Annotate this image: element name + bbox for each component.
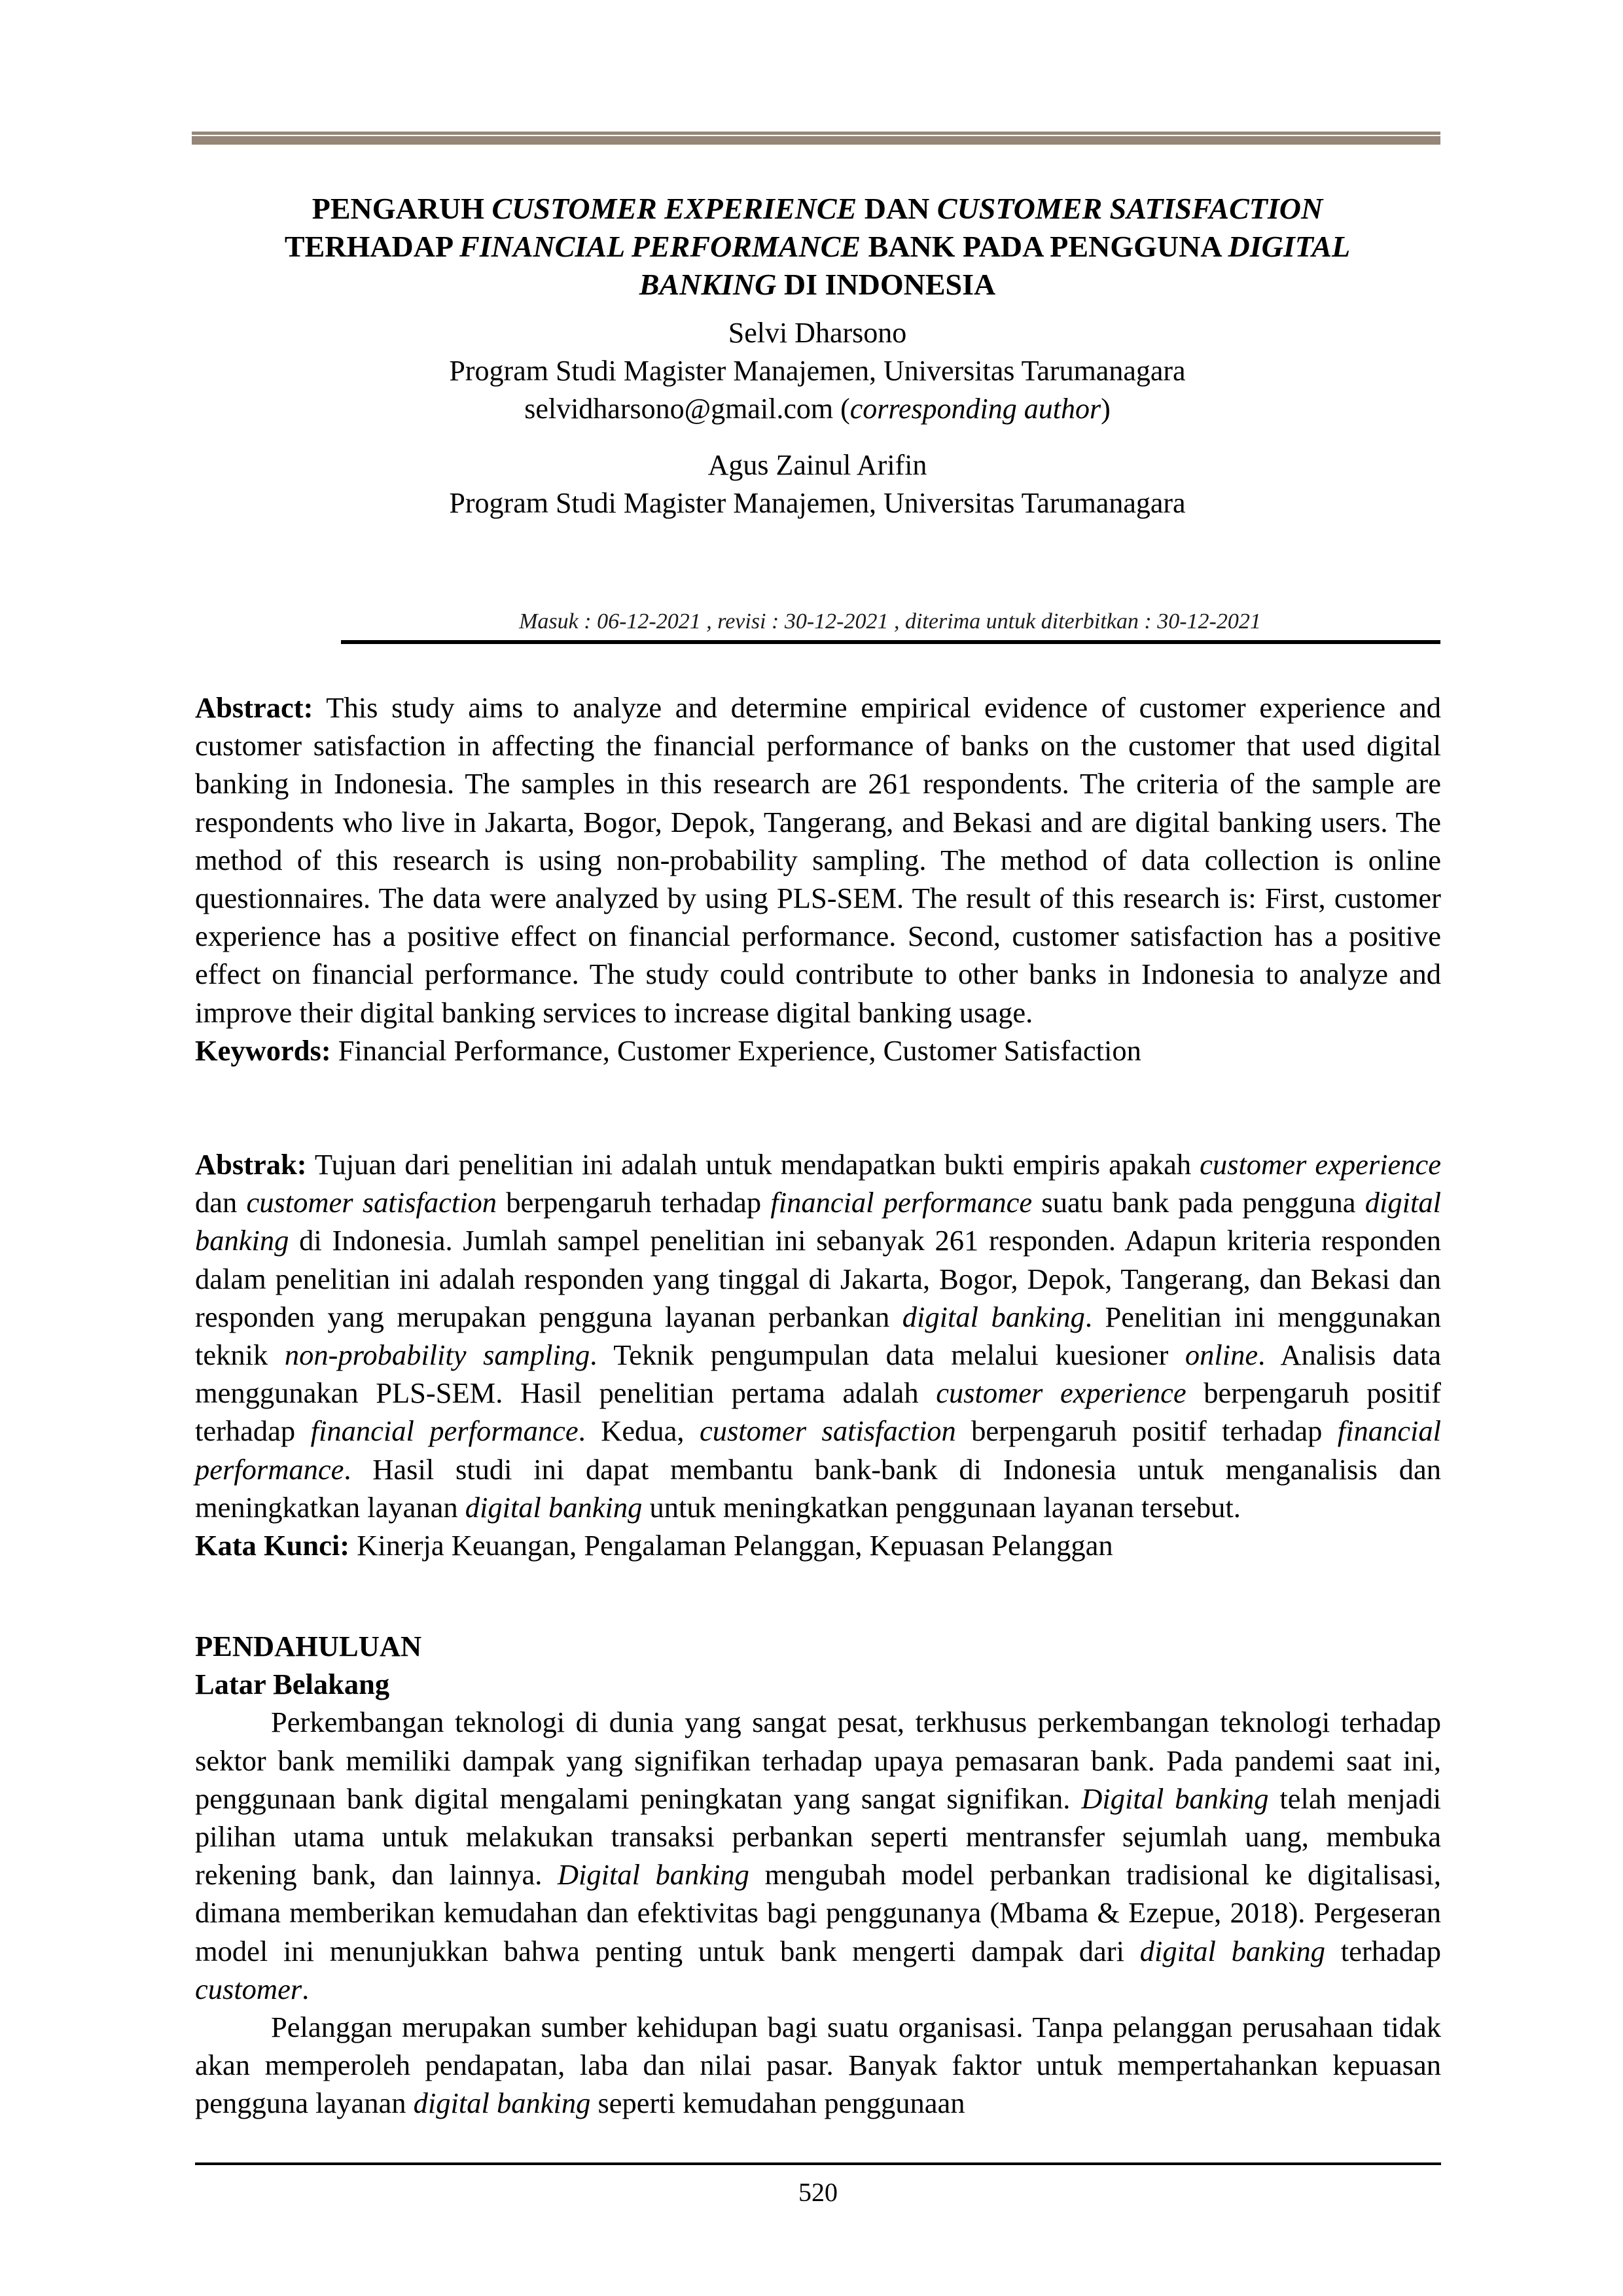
author-note-close: ) [1101,393,1111,425]
author-contact [195,390,1440,428]
text-run: seperti kemudahan penggunaan [590,2087,965,2120]
subsection-heading: Latar Belakang [195,1668,390,1701]
abstrak-text [195,1145,1441,1526]
italic-term: customer experience [1200,1148,1442,1181]
abstract-text [195,689,1441,1031]
text-run: . Penelitian ini menggunakan teknik [195,1300,1441,1372]
italic-term: digital banking [413,2087,591,2120]
italic-term: Digital banking [1081,1782,1269,1815]
text-run: . Kedua, [578,1414,700,1448]
author-note: corresponding author [849,393,1101,425]
text-run: PENGARUH [312,192,492,225]
text-run: BANK PADA PENGGUNA [861,230,1228,263]
text-run: Financial Performance, Customer Experience, Customer Satisfaction [330,1033,1141,1067]
text-run: TERHADAP [284,230,460,263]
text-run: . Analisis data menggunakan PLS-SEM. Hasil penelitian pertama adalah [195,1338,1441,1410]
text-run: berpengaruh terhadap [497,1186,771,1219]
text-run: telah menjadi pilihan utama untuk melakukan transaksi perbankan seperti mentransfer sejumlah uang, membuka rekening bank, dan lainnya. [195,1782,1441,1892]
text-run: . Teknik pengumpulan data melalui kuesioner [590,1338,1185,1372]
italic-term: financial performance [770,1186,1033,1219]
italic-term: non-probability sampling [284,1338,590,1372]
abstract-indonesian [195,1145,1441,1564]
section-heading: PENDAHULUAN [195,1630,422,1662]
italic-term: digital banking [195,1186,1441,1257]
text-run: DAN [857,192,937,225]
text-run: berpengaruh positif terhadap [955,1414,1338,1448]
author-note-open: ( [840,393,850,425]
header-rule-thin [192,132,1440,135]
italic-term: customer satisfaction [699,1414,956,1448]
title-line [195,266,1440,304]
italic-term: CUSTOMER EXPERIENCE [491,192,857,225]
abstract-english [195,689,1441,1069]
text-run: . Hasil studi ini dapat membantu bank-bank di Indonesia untuk menganalisis dan meningkatkan layanan [195,1452,1441,1524]
author-email[interactable]: selvidharsono@gmail.com [524,393,834,425]
author-affiliation: Program Studi Magister Manajemen, Universitas Tarumanagara [449,355,1186,387]
label-bold: Kata Kunci: [195,1529,350,1562]
text-run: dan [195,1186,247,1219]
italic-term: digital banking [902,1300,1085,1333]
author-block-1 [195,314,1440,428]
page-number: 520 [798,2178,838,2207]
italic-term: financial performance [310,1414,579,1448]
italic-term: customer experience [936,1376,1186,1410]
text-run: suatu bank pada pengguna [1032,1186,1365,1219]
italic-term: FINANCIAL PERFORMANCE [459,230,861,263]
dates-rule [341,640,1440,644]
introduction-section [195,1627,1441,2123]
footer-rule [195,2162,1441,2165]
italic-term: customer satisfaction [246,1186,497,1219]
label-bold: Abstract: [195,691,313,724]
text-run: mengubah model perbankan tradisional ke digitalisasi, dimana memberikan kemudahan dan efektivitas bagi penggunanya (Mbama & Ezepue, 2018). Pergeseran model ini menunjukkan bahwa penting untuk bank mengerti dampak dari [195,1858,1441,1967]
italic-term: financial performance [195,1414,1441,1486]
header-rule-thick [192,136,1440,145]
text-run: untuk meningkatkan penggunaan layanan tersebut. [642,1490,1241,1524]
text-run: This study aims to analyze and determine empirical evidence of customer experience and customer satisfaction in affecting the financial performance of banks on the customer that used digital banking in Indonesia. The samples in this research are 261 respondents. The criteria of the sample are respondents who live in Jakarta, Bogor, Depok, Tangerang, and Bekasi and are digital banking users. The method of this research is using non-probability sampling. The method of data collection is online questionnaires. The data were analyzed by using PLS-SEM. The result of this research is: First, customer experience has a positive effect on financial performance. Second, customer satisfaction has a positive effect on financial performance. The study could contribute to other banks in Indonesia to analyze and improve their digital banking services to increase digital banking usage. [195,691,1441,1029]
text-run: Tujuan dari penelitian ini adalah untuk mendapatkan bukti empiris apakah [306,1148,1200,1181]
author-affiliation: Program Studi Magister Manajemen, Universitas Tarumanagara [449,487,1186,519]
author-name: Agus Zainul Arifin [707,449,927,481]
text-run: Perkembangan teknologi di dunia yang sangat pesat, terkhusus perkembangan teknologi terhadap sektor bank memiliki dampak yang signifikan terhadap upaya pemasaran bank. Pada pandemi saat ini, penggunaan bank digital mengalami peningkatan yang sangat signifikan. [195,1706,1441,1815]
label-bold: Abstrak: [195,1148,307,1181]
text-run: Kinerja Keuangan, Pengalaman Pelanggan, Kepuasan Pelanggan [349,1529,1113,1562]
title-line [195,228,1440,266]
label-bold: Keywords: [195,1033,331,1067]
italic-term: Digital banking [557,1858,749,1892]
italic-term: digital banking [465,1490,643,1524]
text-run: DI INDONESIA [776,268,996,301]
text-run: berpengaruh positif terhadap [195,1376,1441,1448]
keywords [195,1031,1441,1069]
italic-term: CUSTOMER SATISFACTION [936,192,1323,225]
kata-kunci [195,1526,1441,1564]
body-paragraph [195,2008,1441,2123]
text-run: . [302,1972,310,2005]
italic-term: online [1185,1338,1258,1372]
text-run: Pelanggan merupakan sumber kehidupan bagi suatu organisasi. Tanpa pelanggan perusahaan tidak akan memperoleh pendapatan, laba dan nilai pasar. Banyak faktor untuk mempertahankan kepuasan pengguna layanan [195,2011,1441,2120]
text-run: di Indonesia. Jumlah sampel penelitian ini sebanyak 261 responden. Adapun kriteria responden dalam penelitian ini adalah responden yang tinggal di Jakarta, Bogor, Depok, Tangerang, dan Bekasi dan responden yang merupakan pengguna layanan perbankan [195,1224,1441,1333]
italic-term: digital banking [1139,1934,1326,1967]
paper-title [195,190,1440,304]
italic-term: DIGITAL [1228,230,1351,263]
italic-term: BANKING [639,268,777,301]
author-name: Selvi Dharsono [728,317,907,349]
italic-term: customer [195,1972,302,2005]
author-block-2 [195,446,1440,522]
text-run: terhadap [1325,1934,1441,1967]
title-line [195,190,1440,228]
body-paragraph [195,1703,1441,2008]
submission-dates: Masuk : 06-12-2021 , revisi : 30-12-2021 , diterima untuk diterbitkan : 30-12-2021 [519,609,1261,634]
